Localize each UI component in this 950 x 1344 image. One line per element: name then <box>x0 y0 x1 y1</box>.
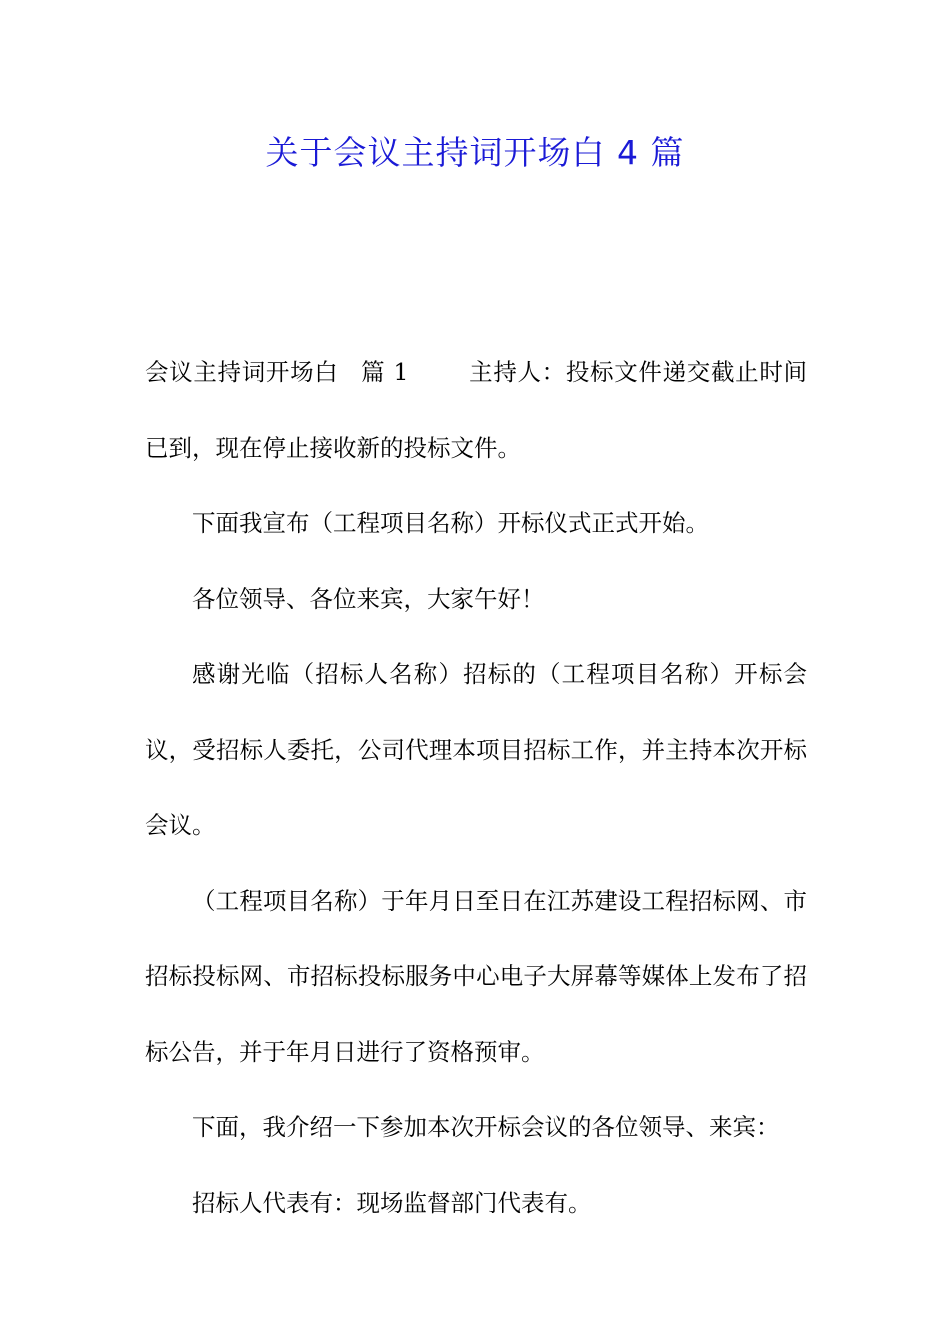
paragraph-2: 下面我宣布（工程项目名称）开标仪式正式开始。 <box>192 509 709 537</box>
section-label: 篇 1 <box>360 358 409 386</box>
paragraph-text: 主持人：投标文件递交截止时间已到，现在停止接收新的投标文件。 <box>145 358 808 462</box>
paragraph-5: （工程项目名称）于年月日至日在江苏建设工程招标网、市招标投标网、市招标投标服务中心电子大屏幕等媒体上发布了招标公告，并于年月日进行了资格预审。 <box>145 886 807 1066</box>
paragraph-4: 感谢光临（招标人名称）招标的（工程项目名称）开标会议，受招标人委托，公司代理本项目招标工作，并主持本次开标会议。 <box>145 660 807 839</box>
paragraph-3: 各位领导、各位来宾，大家午好！ <box>192 584 545 613</box>
paragraph-1 <box>145 335 807 486</box>
section-heading: 会议主持词开场白 <box>145 358 339 386</box>
document-title: 关于会议主持词开场白 4 篇 <box>265 133 685 172</box>
paragraph-7: 招标人代表有：现场监督部门代表有。 <box>192 1188 592 1217</box>
document-body <box>145 335 807 1241</box>
paragraph-6: 下面，我介绍一下参加本次开标会议的各位领导、来宾： <box>192 1113 780 1141</box>
